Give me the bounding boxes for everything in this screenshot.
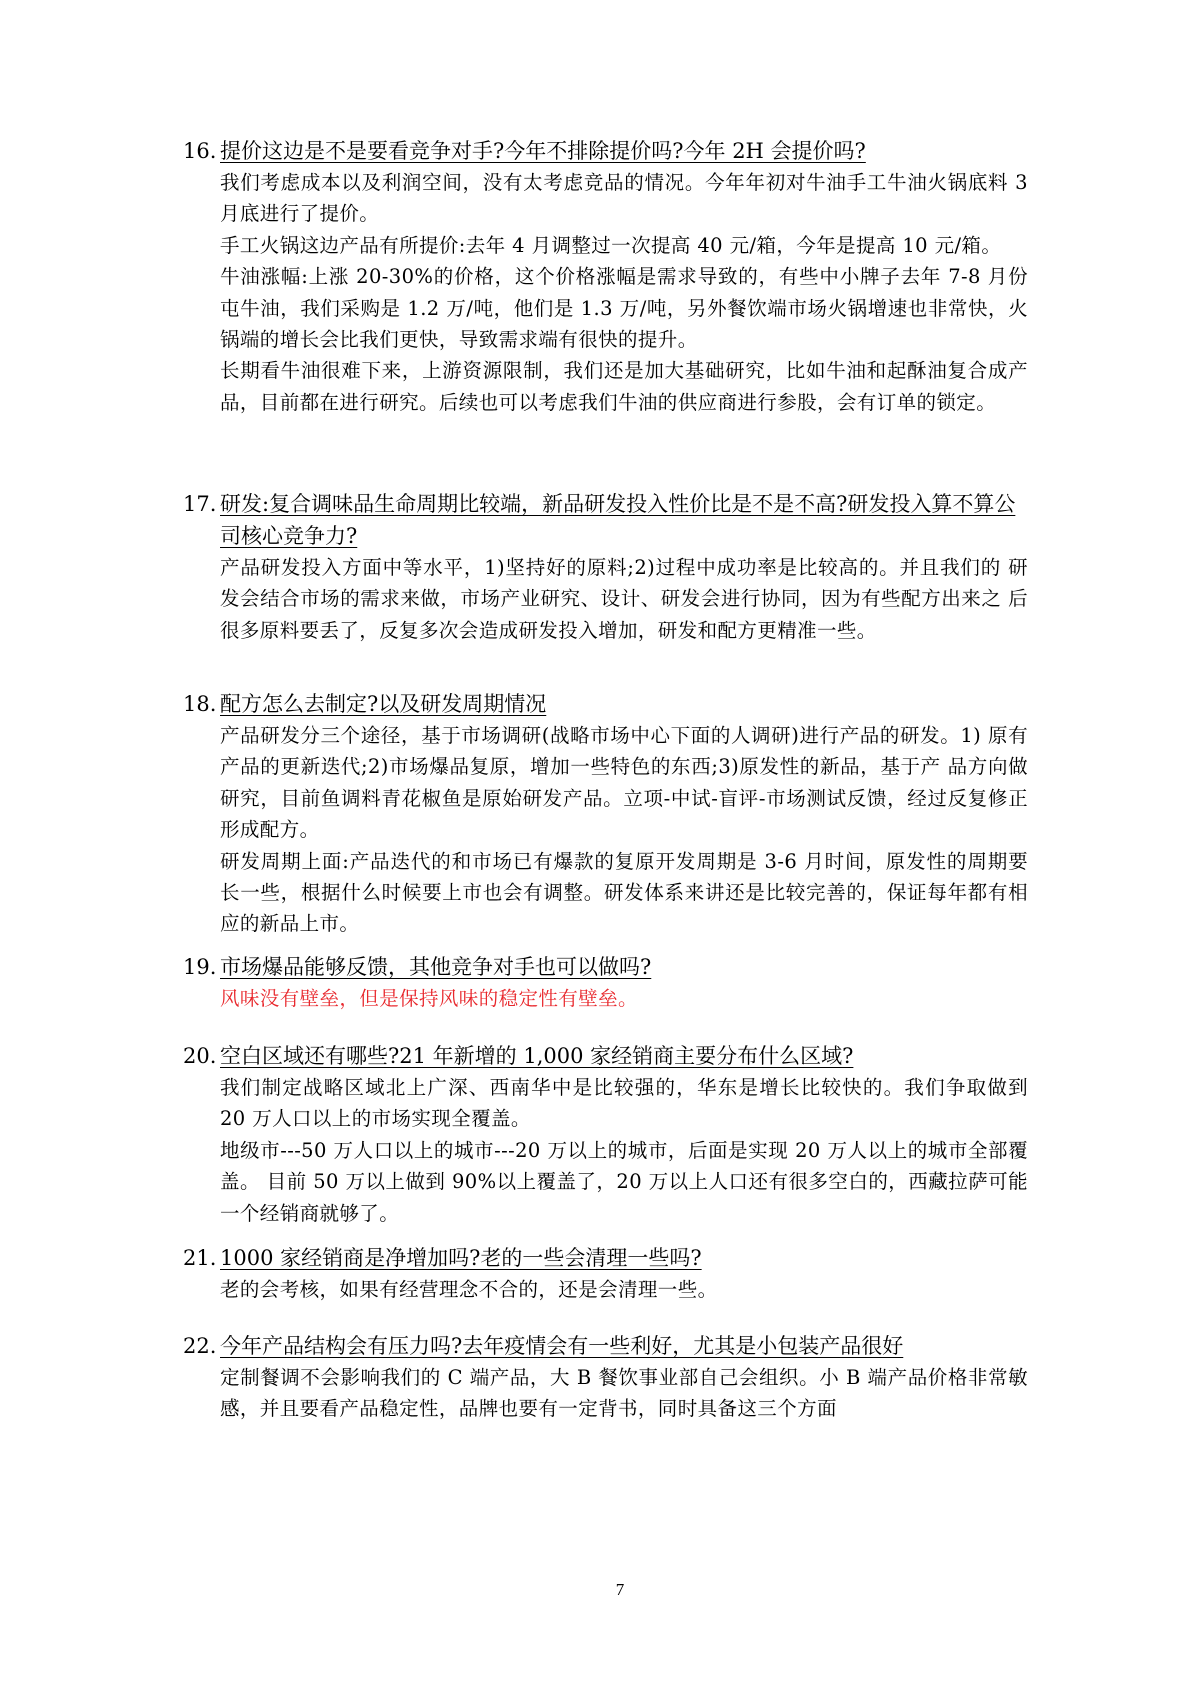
- question-22: [183, 1330, 1028, 1362]
- question-number: 17.: [183, 492, 217, 516]
- question-number: 19.: [183, 955, 217, 979]
- answer-paragraph: 牛油涨幅:上涨 20-30%的价格，这个价格涨幅是需求导致的，有些中小牌子去年 7-8 月份屯牛油，我们采购是 1.2 万/吨，他们是 1.3 万/吨，另外餐饮端市场火锅增速也非常快，火锅端的增长会比我们更快，导致需求端有很快的提升。: [220, 265, 1028, 352]
- qa-item-19: [183, 951, 1028, 1014]
- question-text: 配方怎么去制定?以及研发周期情况: [220, 692, 547, 716]
- question-20: [183, 1040, 1028, 1072]
- question-text: 研发:复合调味品生命周期比较端，新品研发投入性价比是不是不高?研发投入算不算公 司核心竞争力?: [220, 492, 1016, 548]
- answer-paragraph: 手工火锅这边产品有所提价:去年 4 月调整过一次提高 40 元/箱，今年是提高 10 元/箱。: [220, 233, 1002, 257]
- question-text: 提价这边是不是要看竞争对手?今年不排除提价吗?今年 2H 会提价吗?: [220, 139, 866, 163]
- question-number: 20.: [183, 1044, 217, 1068]
- answer-paragraph: 产品研发分三个途径，基于市场调研(战略市场中心下面的人调研)进行产品的研发。1) 原有产品的更新迭代;2)市场爆品复原，增加一些特色的东西;3)原发性的新品，基于产 品方向做研究，目前鱼调料青花椒鱼是原始研发产品。立项-中试-盲评-市场测试反馈，经过反复修正形成配方。: [220, 724, 1028, 842]
- qa-item-21: [183, 1242, 1028, 1305]
- answer-paragraph: 长期看牛油很难下来，上游资源限制，我们还是加大基础研究，比如牛油和起酥油复合成产品，目前都在进行研究。后续也可以考虑我们牛油的供应商进行参股，会有订单的锁定。: [220, 359, 1028, 414]
- question-text: 1000 家经销商是净增加吗?老的一些会清理一些吗?: [220, 1246, 702, 1270]
- question-text: 空白区域还有哪些?21 年新增的 1,000 家经销商主要分布什么区域?: [220, 1044, 854, 1068]
- question-text: 今年产品结构会有压力吗?去年疫情会有一些利好，尤其是小包装产品很好: [220, 1334, 904, 1358]
- qa-item-17: [183, 488, 1028, 646]
- qa-item-20: [183, 1040, 1028, 1229]
- answer-paragraph-highlighted: 风味没有壁垒，但是保持风味的稳定性有壁垒。: [220, 987, 638, 1010]
- question-number: 16.: [183, 139, 217, 163]
- question-number: 18.: [183, 692, 217, 716]
- answer-paragraph: 定制餐调不会影响我们的 C 端产品，大 B 餐饮事业部自己会组织。小 B 端产品价格非常敏感，并且要看产品稳定性，品牌也要有一定背书，同时具备这三个方面: [220, 1366, 1028, 1421]
- question-16: [183, 135, 1028, 167]
- page-number: 7: [615, 1580, 625, 1599]
- question-17: [183, 488, 1028, 552]
- question-text: 市场爆品能够反馈，其他竞争对手也可以做吗?: [220, 955, 652, 979]
- answer-paragraph: 老的会考核，如果有经营理念不合的，还是会清理一些。: [220, 1278, 718, 1301]
- question-18: [183, 688, 1028, 720]
- answer-paragraph: 地级市---50 万人口以上的城市---20 万以上的城市，后面是实现 20 万人以上的城市全部覆盖。 目前 50 万以上做到 90%以上覆盖了，20 万以上人口还有很多空白的，西藏拉萨可能一个经销商就够了。: [220, 1138, 1028, 1225]
- answer-paragraph: 我们考虑成本以及利润空间，没有太考虑竞品的情况。今年年初对牛油手工牛油火锅底料 3 月底进行了提价。: [220, 171, 1028, 226]
- qa-item-22: [183, 1330, 1028, 1425]
- qa-item-18: [183, 688, 1028, 940]
- answer-paragraph: 产品研发投入方面中等水平，1)坚持好的原料;2)过程中成功率是比较高的。并且我们的 研发会结合市场的需求来做，市场产业研究、设计、研发会进行协同，因为有些配方出来之 后很多原料要丢了，反复多次会造成研发投入增加，研发和配方更精准一些。: [220, 556, 1028, 642]
- question-number: 21.: [183, 1246, 217, 1270]
- question-19: [183, 951, 1028, 983]
- question-21: [183, 1242, 1028, 1274]
- qa-item-16: [183, 135, 1028, 418]
- question-number: 22.: [183, 1334, 217, 1358]
- answer-paragraph: 我们制定战略区域北上广深、西南华中是比较强的，华东是增长比较快的。我们争取做到 20 万人口以上的市场实现全覆盖。: [220, 1076, 1028, 1131]
- answer-paragraph: 研发周期上面:产品迭代的和市场已有爆款的复原开发周期是 3-6 月时间，原发性的周期要长一些，根据什么时候要上市也会有调整。研发体系来讲还是比较完善的，保证每年都有相应的新品上市。: [220, 849, 1028, 936]
